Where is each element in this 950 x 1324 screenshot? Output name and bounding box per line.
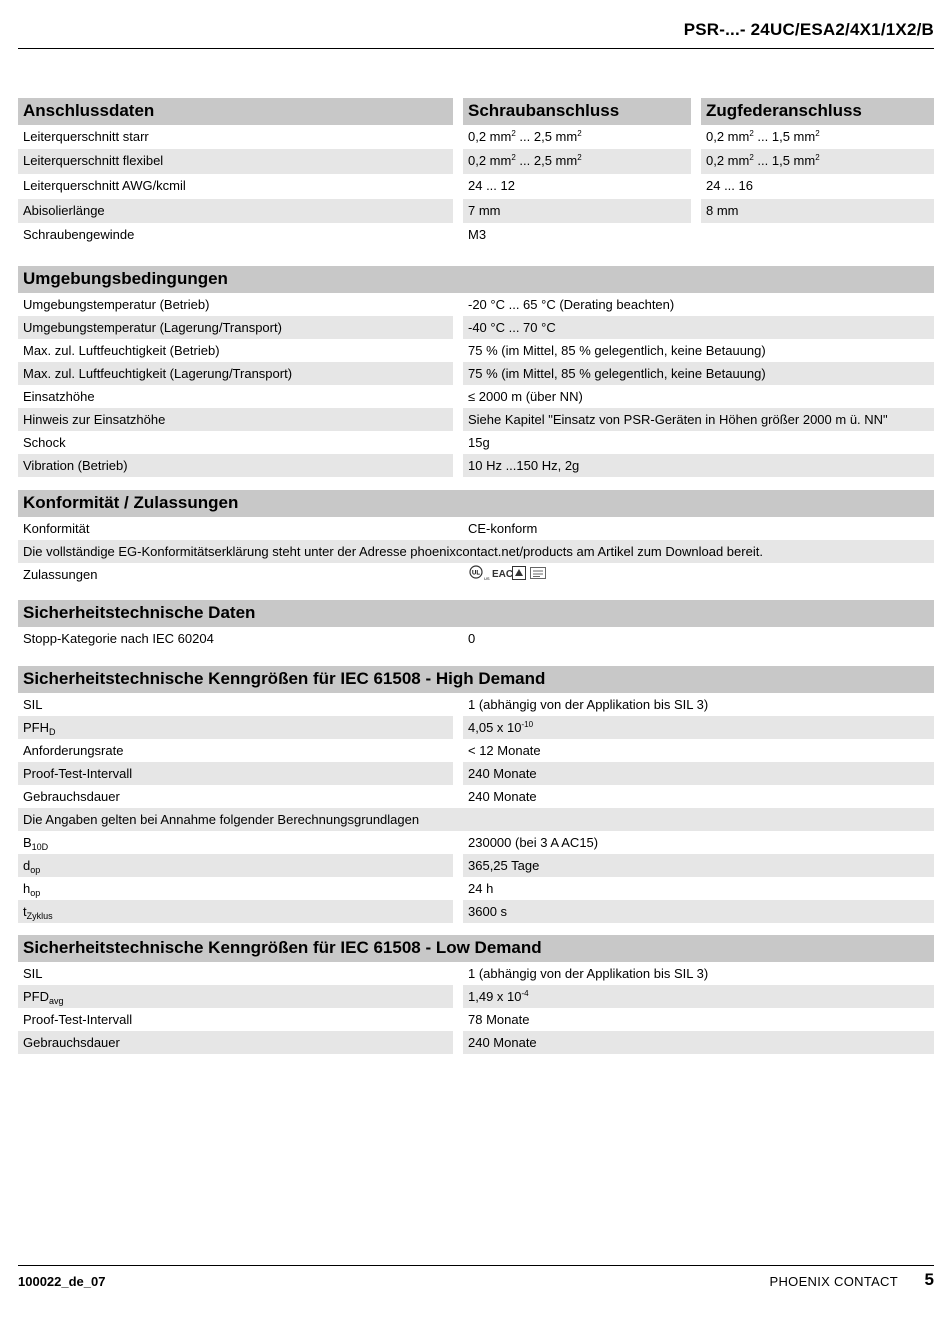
row-label: $B_{10D}$ — [23, 835, 49, 852]
svg-text:UL: UL — [472, 570, 480, 577]
row-value: CE-konform — [468, 521, 538, 536]
row-label: Gebrauchsdauer — [18, 1031, 453, 1054]
page-number: 5 — [924, 1270, 934, 1289]
row-label: Konformität — [23, 521, 90, 536]
section-title-umgebungsbedingungen: Umgebungsbedingungen — [18, 266, 934, 293]
section-header — [18, 98, 934, 125]
table-row — [18, 831, 934, 854]
table-row — [18, 408, 934, 431]
section-title-sicherheitstechnische-daten: Sicherheitstechnische Daten — [18, 600, 934, 627]
row-value: 15g — [468, 435, 490, 450]
row-value: 3600 s — [463, 900, 934, 923]
certificate-icon — [530, 566, 546, 583]
section-konformitaet — [18, 490, 934, 586]
row-label: Proof-Test-Intervall — [18, 762, 453, 785]
row-value: 10 Hz ...150 Hz, 2g — [463, 454, 934, 477]
table-row — [18, 563, 934, 586]
section-title-anschlussdaten: Anschlussdaten — [18, 98, 453, 125]
row-label: Max. zul. Luftfeuchtigkeit (Betrieb) — [23, 343, 220, 358]
row-label: Einsatzhöhe — [23, 389, 95, 404]
table-row — [18, 362, 934, 385]
brand-name: PHOENIX CONTACT — [769, 1274, 898, 1289]
row-label: $PFH_D$ — [18, 716, 453, 739]
table-row — [18, 339, 934, 362]
row-value: 230000 (bei 3 A AC15) — [468, 835, 599, 850]
row-label: Max. zul. Luftfeuchtigkeit (Lagerung/Transport) — [18, 362, 453, 385]
footer-divider — [18, 1265, 934, 1266]
row-value: 365,25 Tage — [463, 854, 934, 877]
row-value: 0 — [468, 631, 476, 646]
ul-listed-icon — [468, 565, 488, 584]
row-label: Vibration (Betrieb) — [18, 454, 453, 477]
svg-text:EAC: EAC — [492, 569, 514, 580]
table-row — [18, 517, 934, 540]
document-id: 100022_de_07 — [18, 1274, 106, 1289]
row-value: 0,2 $mm^2$ ... 1,5 $mm^2$ — [701, 149, 934, 174]
row-value: 75 % (im Mittel, 85 % gelegentlich, keine Betauung) — [468, 343, 766, 358]
row-value: 24 h — [468, 881, 494, 896]
row-label: Leiterquerschnitt AWG/kcmil — [23, 178, 186, 193]
column-title-schraubanschluss: Schraubanschluss — [463, 98, 691, 125]
row-value: 78 Monate — [468, 1012, 530, 1027]
table-row — [18, 877, 934, 900]
row-label: Abisolierlänge — [18, 199, 453, 223]
section-umgebungsbedingungen — [18, 266, 934, 477]
row-label: Umgebungstemperatur (Lagerung/Transport) — [18, 316, 453, 339]
row-value: 0,2 $mm^2$ ... 1,5 $mm^2$ — [706, 129, 820, 144]
functional-safety-icon — [512, 566, 526, 583]
row-label: $d_{op}$ — [18, 854, 453, 877]
table-row — [18, 962, 934, 985]
table-row — [18, 693, 934, 716]
table-row — [18, 293, 934, 316]
row-value: 1 (abhängig von der Applikation bis SIL 3) — [468, 697, 709, 712]
row-value: ≤ 2000 m (über NN) — [468, 389, 583, 404]
conformity-note: Die vollständige EG-Konformitätserklärung steht unter der Adresse phoenixcontact.net/products am Artikel zum Download bereit. — [18, 540, 934, 563]
row-label: SIL — [23, 697, 43, 712]
row-value: 1 (abhängig von der Applikation bis SIL 3) — [468, 966, 709, 981]
row-label: Zulassungen — [23, 567, 98, 582]
section-sicherheitstechnische-daten — [18, 600, 934, 650]
row-value: 24 ... 12 — [468, 178, 515, 193]
table-row — [18, 739, 934, 762]
row-label: SIL — [23, 966, 43, 981]
approval-icons — [463, 563, 934, 586]
row-value: 1,49 x $10^{-4}$ — [463, 985, 934, 1008]
row-value: M3 — [468, 227, 487, 242]
row-label: Proof-Test-Intervall — [23, 1012, 133, 1027]
section-title-konformitaet: Konformität / Zulassungen — [18, 490, 934, 517]
row-value: 7 mm — [463, 199, 691, 223]
table-row — [18, 540, 934, 563]
table-row — [18, 762, 934, 785]
table-row — [18, 627, 934, 650]
row-label: Hinweis zur Einsatzhöhe — [18, 408, 453, 431]
table-row — [18, 985, 934, 1008]
row-label: Gebrauchsdauer — [23, 789, 120, 804]
row-value: 240 Monate — [463, 762, 934, 785]
row-value: -40 °C ... 70 °C — [463, 316, 934, 339]
column-title-zugfederanschluss: Zugfederanschluss — [701, 98, 934, 125]
row-value: 240 Monate — [463, 1031, 934, 1054]
document-title: PSR-...- 24UC/ESA2/4X1/1X2/B — [683, 20, 934, 39]
row-label: Stopp-Kategorie nach IEC 60204 — [23, 631, 214, 646]
row-label: Leiterquerschnitt flexibel — [18, 149, 453, 174]
table-row — [18, 716, 934, 739]
row-label: Anforderungsrate — [23, 743, 124, 758]
row-value: -20 °C ... 65 °C (Derating beachten) — [468, 297, 675, 312]
table-row — [18, 854, 934, 877]
row-label: Schraubengewinde — [23, 227, 135, 242]
row-value: 240 Monate — [468, 789, 537, 804]
section-low-demand — [18, 935, 934, 1054]
table-row — [18, 174, 934, 199]
section-high-demand — [18, 666, 934, 923]
row-label: $t_{Zyklus}$ — [18, 900, 453, 923]
table-row — [18, 1031, 934, 1054]
section-title-high-demand: Sicherheitstechnische Kenngrößen für IEC 61508 - High Demand — [18, 666, 934, 693]
table-row — [18, 385, 934, 408]
table-row — [18, 149, 934, 174]
table-row — [18, 1008, 934, 1031]
row-label: Leiterquerschnitt starr — [23, 129, 149, 144]
row-label: Umgebungstemperatur (Betrieb) — [23, 297, 210, 312]
table-row — [18, 785, 934, 808]
table-row — [18, 125, 934, 149]
table-row — [18, 316, 934, 339]
table-row — [18, 223, 934, 248]
calculation-note: Die Angaben gelten bei Annahme folgender Berechnungsgrundlagen — [18, 808, 934, 831]
table-row — [18, 431, 934, 454]
header-divider — [18, 48, 934, 49]
table-row — [18, 454, 934, 477]
row-value: 0,2 $mm^2$ ... 2,5 $mm^2$ — [468, 129, 582, 144]
row-value: 75 % (im Mittel, 85 % gelegentlich, keine Betauung) — [463, 362, 934, 385]
section-anschlussdaten — [18, 98, 934, 248]
table-row — [18, 808, 934, 831]
row-value: < 12 Monate — [468, 743, 541, 758]
row-value: Siehe Kapitel "Einsatz von PSR-Geräten in Höhen größer 2000 m ü. NN" — [463, 408, 934, 431]
svg-text:US: US — [484, 576, 490, 581]
row-value: 0,2 $mm^2$ ... 2,5 $mm^2$ — [463, 149, 691, 174]
section-title-low-demand: Sicherheitstechnische Kenngrößen für IEC 61508 - Low Demand — [18, 935, 934, 962]
row-value: 24 ... 16 — [706, 178, 753, 193]
row-value: 8 mm — [701, 199, 934, 223]
table-row — [18, 199, 934, 223]
table-row — [18, 900, 934, 923]
eac-icon — [492, 566, 514, 583]
row-label: $h_{op}$ — [23, 881, 41, 898]
row-label: Schock — [23, 435, 66, 450]
row-label: $PFD_{avg}$ — [18, 985, 453, 1008]
row-value: 4,05 x $10^{-10}$ — [463, 716, 934, 739]
